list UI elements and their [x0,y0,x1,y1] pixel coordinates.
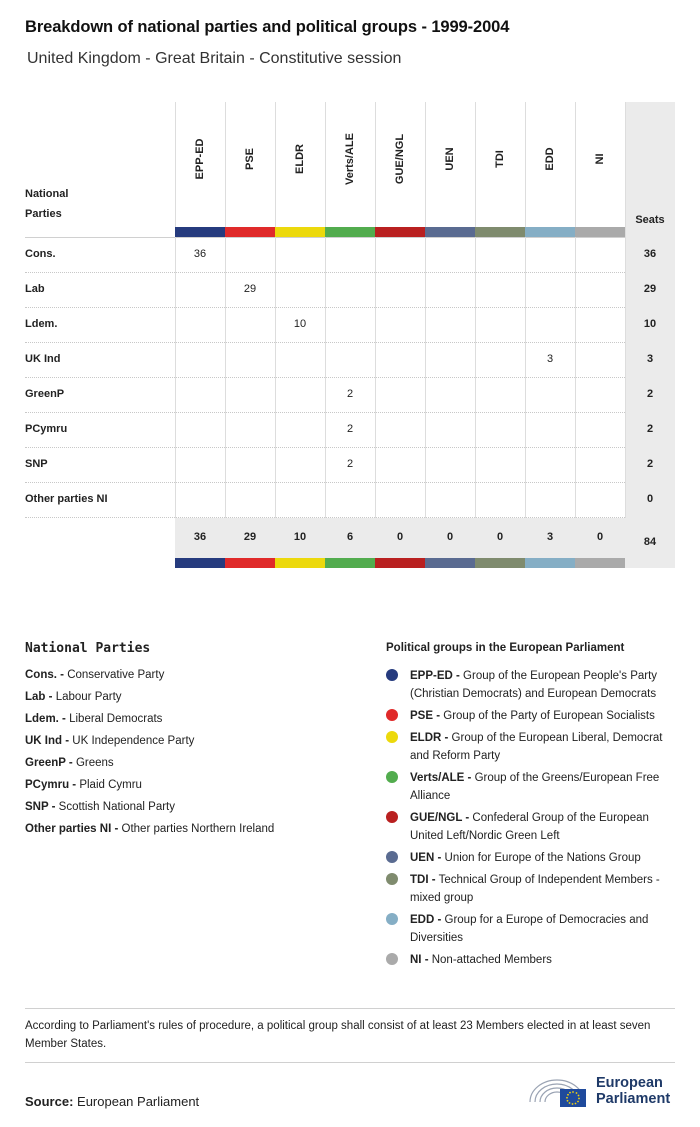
table-row-party: PCymru [25,423,68,435]
row-seats-total: 2 [646,423,654,435]
group-legend-text [410,707,680,725]
row-seats-total: 0 [646,493,654,505]
group-legend-text [410,667,680,703]
group-header-eldr [275,110,325,220]
group-color-bar [575,227,625,237]
group-name: Group of the European People's Party (Christian Democrats) and European Democrats [410,670,658,700]
group-color-dot-icon [386,709,398,721]
national-parties-header-line2: Parties [25,208,62,220]
group-color-bar [475,558,525,568]
group-color-bar [325,227,375,237]
row-divider [25,272,625,273]
table-cell: 3 [546,353,554,365]
group-name: Confederal Group of the European United Left/Nordic Green Left [410,812,649,842]
group-color-bar [175,558,225,568]
group-legend-text [410,911,680,947]
european-parliament-logo [526,1072,676,1112]
group-name: Technical Group of Independent Members - mixed group [410,874,660,904]
group-color-bar [575,558,625,568]
party-name: Labour Party [55,691,122,703]
group-code: GUE/NGL [394,133,406,185]
party-abbr: Lab - [25,691,53,703]
row-seats-total: 2 [646,388,654,400]
row-seats-total: 36 [643,248,657,260]
row-divider [25,517,625,518]
group-abbr: GUE/NGL - [410,812,470,824]
group-total: 3 [546,531,554,543]
group-abbr: TDI - [410,874,436,886]
table-row-party: SNP [25,458,48,470]
group-total: 0 [446,531,454,543]
party-name: Plaid Cymru [79,779,142,791]
source-line [25,1094,199,1109]
group-color-dot-icon [386,811,398,823]
national-legend-item [25,757,114,769]
row-seats-total: 3 [646,353,654,365]
party-name: Greens [75,757,114,769]
divider [25,1062,675,1063]
source-label: Source: [25,1094,74,1109]
group-header-pse [225,110,275,220]
group-total: 0 [596,531,604,543]
table-row-party: Cons. [25,248,56,260]
group-total: 0 [496,531,504,543]
group-header-uen [425,110,475,220]
row-divider [25,412,625,413]
group-header-edd [525,110,575,220]
group-color-bar [275,558,325,568]
row-divider [25,482,625,483]
group-color-bar [375,227,425,237]
seats-header: Seats [635,214,665,226]
national-legend-title: National Parties [25,641,151,656]
table-row-party: GreenP [25,388,65,400]
table-row-party: Other parties NI [25,493,108,505]
group-color-bar [475,227,525,237]
group-total: 6 [346,531,354,543]
row-seats-total: 29 [643,283,657,295]
page-title: Breakdown of national parties and political groups - 1999-2004 [25,18,510,36]
table-row-party: UK Ind [25,353,61,365]
table-cell: 2 [346,458,354,470]
group-color-bar [275,227,325,237]
logo-wordmark [596,1075,670,1107]
logo-line2: Parliament [596,1091,671,1107]
logo-line1: European [596,1075,663,1091]
group-header-ni [575,110,625,220]
group-header-vertsale [325,110,375,220]
row-seats-total: 2 [646,458,654,470]
party-name: UK Independence Party [72,735,195,747]
group-color-bar [525,558,575,568]
group-name: Union for Europe of the Nations Group [444,852,641,864]
group-code: UEN [444,147,456,171]
group-color-dot-icon [386,669,398,681]
party-abbr: UK Ind - [25,735,70,747]
party-abbr: GreenP - [25,757,73,769]
group-name: Group of the Greens/European Free Alliance [410,772,660,802]
group-color-bar [425,227,475,237]
table-cell: 10 [293,318,307,330]
party-abbr: Ldem. - [25,713,66,725]
national-legend-item [25,691,122,703]
rules-note: According to Parliament's rules of procedure, a political group shall consist of at least 23 Members elected in at least seven Member States. [25,1020,651,1050]
group-total: 36 [193,531,207,543]
group-color-bar [425,558,475,568]
row-divider [25,447,625,448]
row-divider [25,377,625,378]
national-legend-item [25,801,175,813]
group-code: TDI [494,150,506,168]
group-total: 29 [243,531,257,543]
party-abbr: PCymru - [25,779,77,791]
group-legend-text [410,849,680,867]
group-legend-text [410,809,680,845]
group-name: Group of the Party of European Socialists [443,710,655,722]
party-abbr: Cons. - [25,669,64,681]
group-name: Non-attached Members [431,954,552,966]
party-name: Scottish National Party [58,801,176,813]
table-cell: 2 [346,423,354,435]
group-color-dot-icon [386,953,398,965]
group-color-dot-icon [386,851,398,863]
group-legend-text [410,871,680,907]
table-cell: 2 [346,388,354,400]
total-seats: 84 [643,536,657,548]
table-cell: 29 [243,283,257,295]
group-total: 10 [293,531,307,543]
table-cell: 36 [193,248,207,260]
group-color-bar [175,227,225,237]
group-code: EDD [544,147,556,171]
group-abbr: EPP-ED - [410,670,460,682]
national-legend-item [25,779,142,791]
row-divider [25,307,625,308]
group-abbr: UEN - [410,852,442,864]
national-legend-item [25,713,162,725]
group-color-bar [225,227,275,237]
group-code: ELDR [294,144,306,174]
group-legend-text [410,769,680,805]
group-color-bar [325,558,375,568]
divider [25,1008,675,1009]
group-header-guengl [375,110,425,220]
group-color-bar [375,558,425,568]
group-abbr: EDD - [410,914,442,926]
groups-legend-title: Political groups in the European Parliament [386,642,625,654]
group-color-dot-icon [386,771,398,783]
group-code: EPP-ED [194,138,206,180]
group-color-dot-icon [386,873,398,885]
group-header-epped [175,110,225,220]
group-abbr: ELDR - [410,732,449,744]
party-name: Conservative Party [67,669,165,681]
source-value: European Parliament [77,1094,200,1109]
national-parties-header-line1: National [25,188,69,200]
group-abbr: NI - [410,954,429,966]
group-code: NI [594,153,606,165]
group-abbr: PSE - [410,710,441,722]
page-subtitle: United Kingdom - Great Britain - Constitutive session [27,50,402,67]
national-legend-item [25,735,194,747]
group-color-bar [225,558,275,568]
parliament-hemicycle-icon [526,1072,588,1112]
group-color-dot-icon [386,913,398,925]
national-legend-item [25,669,164,681]
party-name: Other parties Northern Ireland [121,823,275,835]
group-code: PSE [244,147,256,171]
table-row-party: Lab [25,283,45,295]
national-legend-item [25,823,274,835]
column-gridline [625,102,626,518]
row-divider [25,342,625,343]
group-legend-text [410,729,680,765]
group-legend-text [410,951,680,969]
group-name: Group of the European Liberal, Democrat and Reform Party [410,732,663,762]
party-abbr: SNP - [25,801,56,813]
group-total: 0 [396,531,404,543]
group-abbr: Verts/ALE - [410,772,472,784]
group-color-dot-icon [386,731,398,743]
table-row-party: Ldem. [25,318,58,330]
party-name: Liberal Democrats [69,713,163,725]
group-header-tdi [475,110,525,220]
group-code: Verts/ALE [344,133,356,185]
row-seats-total: 10 [643,318,657,330]
party-abbr: Other parties NI - [25,823,119,835]
group-name: Group for a Europe of Democracies and Diversities [410,914,649,944]
group-color-bar [525,227,575,237]
